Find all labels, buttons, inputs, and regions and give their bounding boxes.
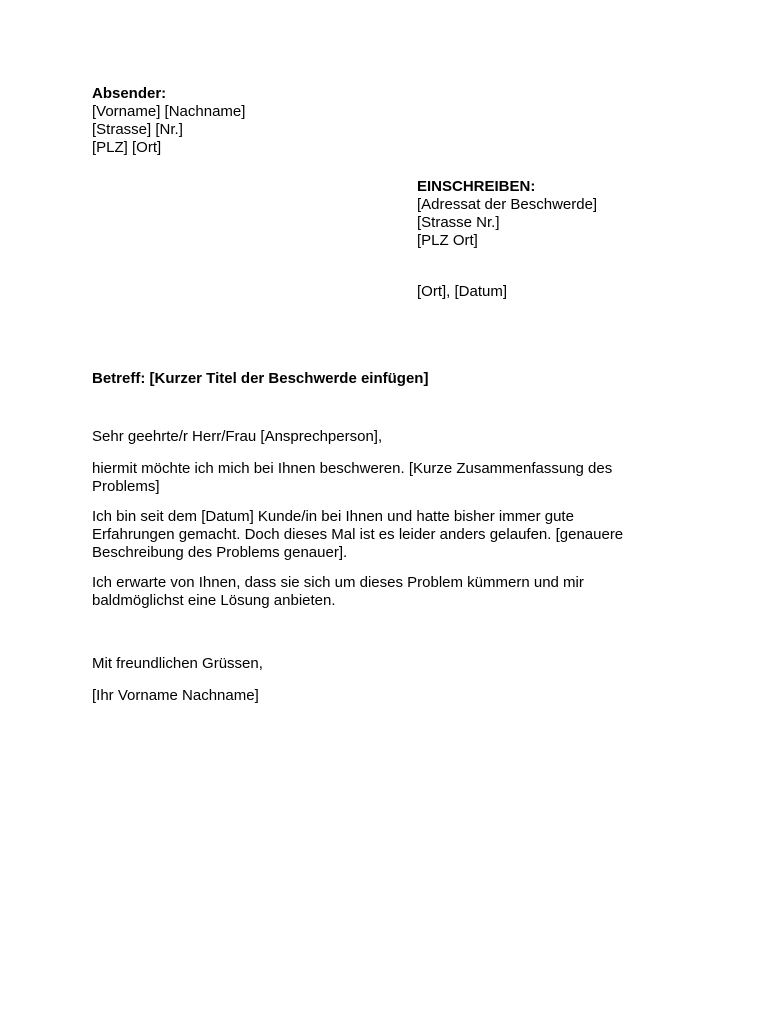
paragraph-line: hiermit möchte ich mich bei Ihnen beschweren. [Kurze Zusammenfassung des (92, 460, 613, 477)
subject-line (92, 370, 428, 388)
body-paragraph (92, 574, 584, 610)
recipient-street: [Strasse Nr.] (417, 214, 500, 231)
sender-heading: Absender: (92, 85, 167, 102)
paragraph-line: Beschreibung des Problems genauer]. (92, 544, 348, 561)
paragraph-line: Ich erwarte von Ihnen, dass sie sich um dieses Problem kümmern und mir (92, 574, 584, 591)
place-date-text: [Ort], [Datum] (417, 283, 508, 300)
body-paragraph (92, 508, 623, 562)
recipient-city: [PLZ Ort] (417, 232, 478, 249)
sender-address (92, 85, 245, 157)
paragraph-line: Problems] (92, 478, 160, 495)
subject-text: Betreff: [Kurzer Titel der Beschwerde einfügen] (92, 370, 429, 387)
salutation-text: Sehr geehrte/r Herr/Frau [Ansprechperson], (92, 428, 383, 445)
place-date (417, 283, 507, 301)
sender-street: [Strasse] [Nr.] (92, 121, 183, 138)
recipient-heading: EINSCHREIBEN: (417, 178, 536, 195)
signature-text: [Ihr Vorname Nachname] (92, 687, 259, 704)
closing-text: Mit freundlichen Grüssen, (92, 655, 263, 672)
paragraph-line: Erfahrungen gemacht. Doch dieses Mal ist es leider anders gelaufen. [genauere (92, 526, 624, 543)
signature (92, 687, 259, 705)
paragraph-line: Ich bin seit dem [Datum] Kunde/in bei Ihnen und hatte bisher immer gute (92, 508, 574, 525)
body-paragraph (92, 460, 612, 496)
sender-city: [PLZ] [Ort] (92, 139, 162, 156)
paragraph-line: baldmöglichst eine Lösung anbieten. (92, 592, 336, 609)
recipient-address (417, 178, 597, 250)
recipient-name: [Adressat der Beschwerde] (417, 196, 598, 213)
closing (92, 655, 263, 673)
sender-name: [Vorname] [Nachname] (92, 103, 246, 120)
salutation (92, 428, 382, 446)
